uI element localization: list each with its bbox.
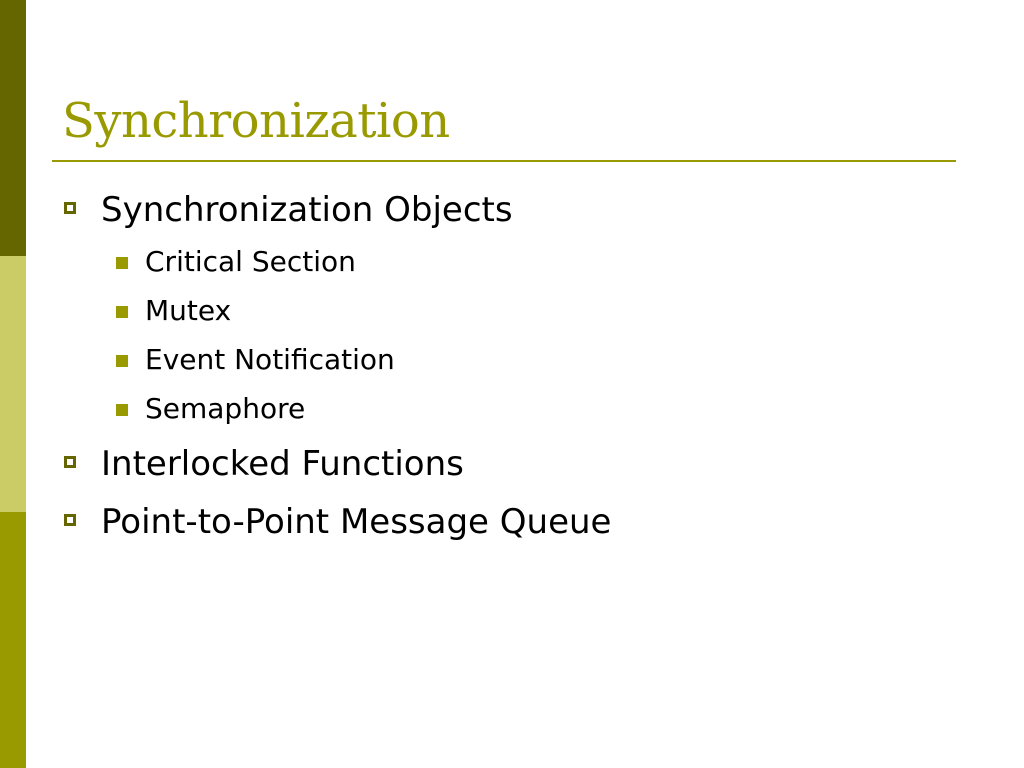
- filled-square-bullet-icon: [116, 306, 128, 318]
- bullet-text: Synchronization Objects: [101, 190, 513, 230]
- hollow-square-bullet-icon: [64, 456, 76, 468]
- sub-bullet-text: Mutex: [145, 294, 232, 327]
- filled-square-bullet-icon: [116, 404, 128, 416]
- side-bar-middle: [0, 256, 26, 512]
- side-bar-bottom: [0, 512, 26, 768]
- hollow-square-bullet-icon: [64, 514, 76, 526]
- sub-bullet-text: Semaphore: [145, 392, 306, 425]
- filled-square-bullet-icon: [116, 355, 128, 367]
- hollow-square-bullet-icon: [64, 202, 76, 214]
- sub-bullet-text: Event Notification: [145, 343, 395, 376]
- title-rule: [52, 160, 956, 162]
- side-bar-top: [0, 0, 26, 256]
- slide-title: Synchronization: [62, 93, 450, 149]
- bullet-text: Point-to-Point Message Queue: [101, 502, 612, 542]
- bullet-text: Interlocked Functions: [101, 444, 464, 484]
- sub-bullet-text: Critical Section: [145, 245, 356, 278]
- filled-square-bullet-icon: [116, 257, 128, 269]
